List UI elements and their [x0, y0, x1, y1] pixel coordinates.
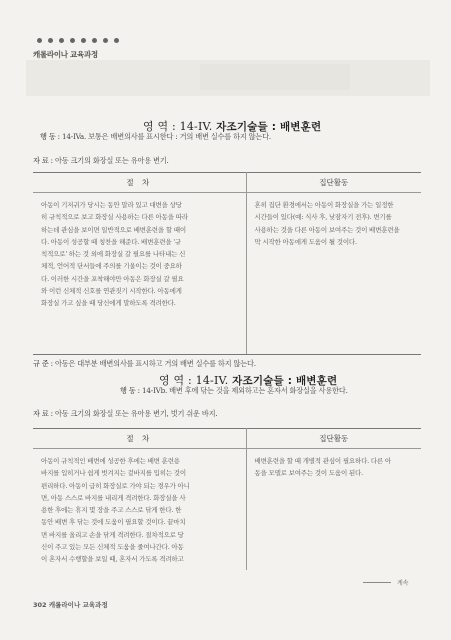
procedure-line: 용한 후에는 휴지 몇 장을 주고 스스로 닦게 한다. 한	[41, 506, 182, 515]
section2-title-name: 자조기술들 : 배변훈련	[232, 375, 338, 387]
section2-behavior	[120, 386, 348, 396]
section1-behavior-label: 행 동 :	[40, 132, 62, 141]
section2-title-prefix: 영 역 :	[159, 374, 196, 387]
group-line: 동을 모델로 보여주는 것이 도움이 된다.	[254, 469, 363, 478]
procedure-line: 바지를 입히거나 쉽게 벗겨지는 겉바지를 입히는 것이	[41, 469, 186, 478]
group-line: 배변훈련을 할 때 개별적 관심이 필요하다. 다른 아	[254, 457, 392, 465]
section1-procedure-cell	[33, 193, 246, 355]
procedure-line: 아동이 기저귀가 당시는 동안 말라 있고 대변을 상당	[41, 201, 182, 209]
section1-behavior	[40, 132, 271, 142]
section2-behavior-text: 14-IVb. 배변 후에 닦는 것을 제외하고는 혼자서 화장실을 사용한다.	[141, 386, 348, 395]
section1-material	[33, 156, 169, 166]
section1-criterion-text: 아동은 대부분 배변의사를 표시하고 거의 배변 실수를 하지 않는다.	[54, 359, 256, 368]
page-number: 302	[33, 601, 47, 609]
group-line: 혼히 집단 환경에서는 아동이 화장실을 가는 일정한	[254, 201, 394, 209]
procedure-line: 히 규칙적으로 보고 화장실 사용하는 다른 아동을 따라	[41, 213, 188, 222]
procedure-line: 이 혼자서 수행할을 보일 때, 혼자서 가도록 격려하고	[41, 555, 184, 564]
procedure-line: 면 바지를 올리고 손을 닦게 격려한다. 절차적으로 당	[41, 530, 184, 539]
procedure-line: 와 이런 신체적 신호를 연관짓기 시작한다. 아동에게	[41, 287, 182, 296]
section1-criterion-label: 규 준 :	[33, 359, 55, 368]
section2-col-procedure: 절 차	[33, 429, 246, 449]
section2-col-group: 집단활동	[246, 429, 421, 449]
continued-rule	[363, 582, 391, 583]
section2-material-label: 자 료 :	[33, 409, 55, 418]
procedure-line: 면, 아동 스스로 바지를 내리게 격려한다. 화장실을 사	[41, 493, 186, 502]
procedure-line: 동안 배변 후 닦는 것에 도움이 필요할 것이다. 끝마치	[41, 518, 186, 527]
section2-group-cell	[246, 449, 421, 570]
section1-material-label: 자 료 :	[33, 156, 55, 165]
section1-col-procedure: 절 차	[33, 173, 246, 193]
procedure-line: 신이 주고 있는 모든 신체적 도움을 줄여나간다. 아동	[41, 543, 184, 552]
section1-title-prefix: 영 역 :	[143, 120, 180, 133]
section1-behavior-text: 14-IVa. 보통은 배변의사를 표시한다 : 거의 배변 실수를 하지 않는다.	[61, 132, 271, 141]
procedure-line: 아동이 규칙적인 배변에 성공한 후에는 배변 훈련용	[41, 457, 180, 465]
section2-behavior-label: 행 동 :	[120, 386, 142, 395]
section1-title-name: 자조기술들 : 배변훈련	[216, 121, 322, 133]
section2-table	[33, 428, 421, 570]
section2-material-text: 아동 크기의 화장실 또는 유아용 변기, 벗기 쉬운 바지.	[54, 409, 218, 418]
section1-group-cell	[246, 193, 421, 355]
section1-material-text: 아동 크기의 화장실 또는 유아용 변기.	[54, 156, 169, 165]
group-line: 사용하는 것을 다른 아동이 보여주는 것이 배변훈련을	[254, 225, 400, 234]
section2-title-code: 14-IV.	[195, 374, 233, 387]
section1-criterion	[33, 359, 256, 369]
procedure-line: 칙적으로' 하는 것 외에 화장실 갈 필요를 나타내는 신	[41, 250, 186, 259]
group-line: 막 시작한 아동에게 도움이 될 것이다.	[254, 237, 357, 246]
procedure-line: 다. 아동이 성공할 때 칭찬을 해준다. 배변훈련을 '규	[41, 237, 181, 246]
procedure-line: 다. 이러한 시간을 포착해야만 아동은 화장실 갈 필요	[41, 274, 184, 283]
footer-book-title: 캐롤라이나 교육과정	[48, 601, 108, 609]
procedure-line: 화장실 가고 싶을 때 당신에게 말하도록 격려한다.	[41, 299, 176, 308]
section2-procedure-cell	[33, 449, 246, 570]
page-footer	[33, 600, 108, 609]
section1-title-code: 14-IV.	[179, 120, 217, 133]
section1-table	[33, 172, 421, 355]
procedure-line: 체적, 언어적 단서들에 주의를 기울이는 것이 중요하	[41, 262, 182, 271]
header-banner-watermark	[200, 64, 350, 90]
section2-material	[33, 409, 217, 419]
running-header: 캐롤라이나 교육과정	[33, 50, 98, 59]
continued-label: 계속	[397, 580, 409, 587]
procedure-line: 편리하다. 아동이 급히 화장실로 가야 되는 경우가 아니	[41, 481, 190, 490]
section1-col-group: 집단활동	[246, 173, 421, 193]
group-line: 시간들이 있다(예: 식사 후, 낮잠자기 전후). 변기를	[254, 213, 392, 222]
procedure-line: 하는데 관심을 보이면 일반적으로 배변훈련을 할 때이	[41, 225, 186, 234]
header-dots	[37, 38, 119, 43]
